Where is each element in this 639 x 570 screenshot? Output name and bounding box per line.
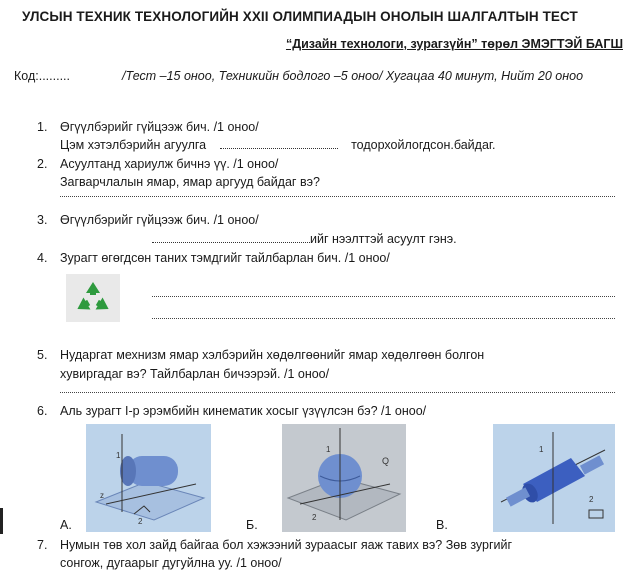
figure-b-sphere-on-plane[interactable] — [282, 424, 406, 532]
question-5-line: хувиргадаг вэ? Тайлбарлан бичээрэй. /1 оноо/ — [60, 367, 330, 381]
code-label: Код:......... — [14, 69, 70, 83]
question-1-line: Цэм хэтэлбэрийн агуулга тодорхойлогдсон.байдаг. — [60, 138, 496, 152]
answer-blank[interactable] — [152, 232, 310, 243]
figure-a-cylinder-on-plane[interactable] — [86, 424, 211, 532]
answer-blank[interactable] — [220, 138, 338, 149]
svg-text:2: 2 — [312, 513, 317, 522]
question-2-line: Загварчлалын ямар, ямар аргууд байдаг вэ? — [60, 175, 320, 189]
svg-text:1: 1 — [326, 445, 331, 454]
figure-b-label: Б. — [246, 518, 258, 532]
margin-mark — [0, 508, 3, 534]
svg-text:1: 1 — [116, 451, 121, 460]
recycle-symbol — [66, 274, 120, 322]
recycle-icon — [73, 278, 113, 318]
test-meta — [14, 69, 626, 84]
svg-text:2: 2 — [589, 495, 594, 504]
answer-line[interactable] — [60, 196, 615, 197]
svg-text:1: 1 — [539, 445, 544, 454]
figure-c-label: В. — [436, 518, 448, 532]
answer-line[interactable] — [152, 318, 615, 319]
answer-line[interactable] — [152, 296, 615, 297]
question-3-line: ийг нээлттэй асуулт гэнэ. — [152, 232, 457, 246]
answer-line[interactable] — [60, 392, 615, 393]
test-info: /Тест –15 оноо, Техникийн бодлого –5 оноо/ Хугацаа 40 минут, Нийт 20 оноо — [122, 69, 584, 83]
page-subtitle: “Дизайн технологи, зурагзүйн” төрөл ЭМЭГТЭЙ БАГШ — [285, 37, 623, 51]
page-title: УЛСЫН ТЕХНИК ТЕХНОЛОГИЙН XXII ОЛИМПИАДЫН ОНОЛЫН ШАЛГАЛТЫН ТЕСТ — [22, 9, 578, 24]
svg-text:Q: Q — [382, 456, 390, 466]
svg-text:z: z — [100, 491, 104, 500]
figure-a-label: А. — [60, 518, 72, 532]
figure-c-shaft-in-bearing[interactable] — [493, 424, 615, 532]
question-7-line: сонгож, дугаарыг дугуйлна уу. /1 оноо/ — [60, 556, 282, 570]
svg-text:2: 2 — [138, 517, 143, 526]
